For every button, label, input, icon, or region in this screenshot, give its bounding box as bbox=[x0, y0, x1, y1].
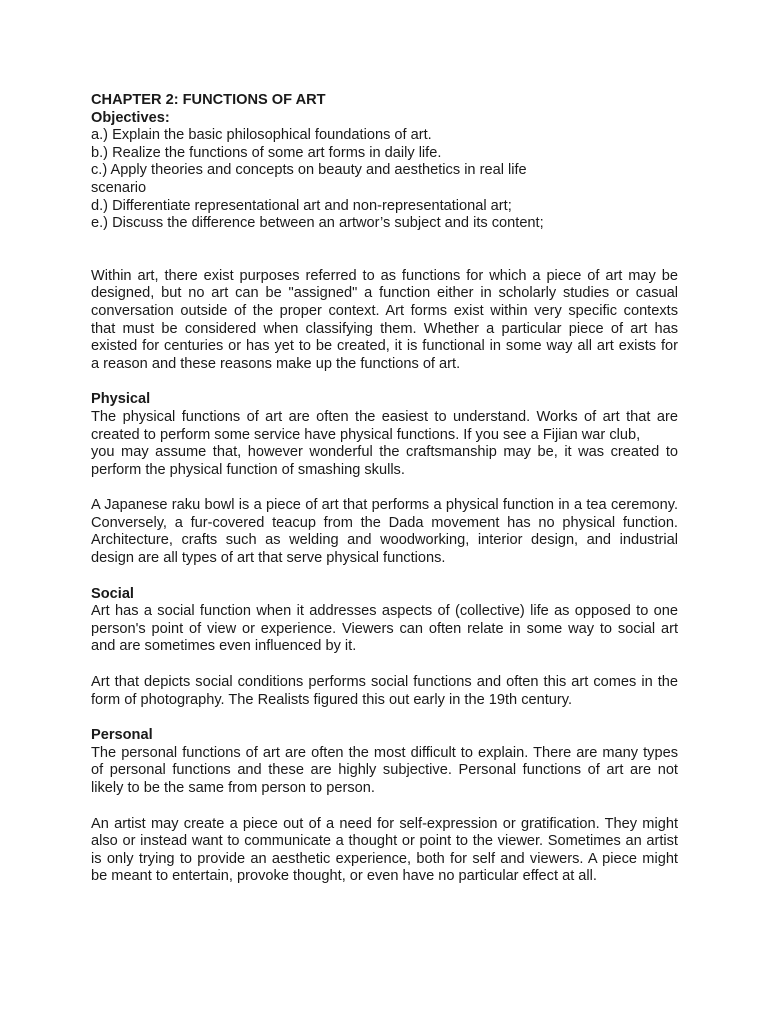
paragraph-line: that must be considered when classifying them. Whether a particular piece of art has bbox=[91, 320, 678, 337]
section-heading-social: Social bbox=[91, 585, 134, 602]
document-page bbox=[91, 92, 678, 886]
intro-paragraph bbox=[91, 268, 678, 374]
paragraph-line: you may assume that, however wonderful the craftsmanship may be, it was created to bbox=[91, 444, 678, 461]
paragraph-line: existed for centuries or has yet to be created, it is functional in some way all art exists for bbox=[91, 338, 678, 355]
paragraph-line: Conversely, a fur-covered teacup from the Dada movement has no physical function. bbox=[91, 514, 678, 531]
paragraph-line: perform the physical function of smashing skulls. bbox=[91, 461, 405, 478]
physical-paragraph-1 bbox=[91, 409, 678, 479]
paragraph-line: Art that depicts social conditions performs social functions and often this art comes in the bbox=[91, 674, 678, 691]
social-paragraph-1 bbox=[91, 603, 678, 656]
paragraph-line: Art has a social function when it addresses aspects of (collective) life as opposed to one bbox=[91, 603, 678, 620]
personal-paragraph-2 bbox=[91, 816, 678, 886]
section-heading-personal: Personal bbox=[91, 727, 153, 744]
objective-item: a.) Explain the basic philosophical foundations of art. bbox=[91, 127, 432, 144]
paragraph-line: form of photography. The Realists figured this out early in the 19th century. bbox=[91, 691, 573, 708]
objective-item: e.) Discuss the difference between an artwor’s subject and its content; bbox=[91, 215, 544, 232]
paragraph-line: also or instead want to communicate a thought or point to the viewer. Sometimes an artist bbox=[91, 833, 678, 850]
objectives-heading: Objectives: bbox=[91, 109, 170, 126]
paragraph-line: The personal functions of art are often the most difficult to explain. There are many types bbox=[91, 744, 678, 761]
social-paragraph-2 bbox=[91, 674, 678, 709]
section-heading-physical: Physical bbox=[91, 391, 151, 408]
paragraph-line: created to perform some service have physical functions. If you see a Fijian war club, bbox=[91, 426, 641, 443]
objective-item: d.) Differentiate representational art and non-representational art; bbox=[91, 197, 512, 214]
paragraph-line: design are all types of art that serve physical functions. bbox=[91, 550, 446, 567]
paragraph-line: conversation outside of the proper context. Art forms exist within very specific contexts bbox=[91, 302, 678, 319]
paragraph-line: is only trying to provide an aesthetic experience, both for self and viewers. A piece might bbox=[91, 850, 678, 867]
chapter-title: CHAPTER 2: FUNCTIONS OF ART bbox=[91, 92, 326, 108]
objective-item: b.) Realize the functions of some art forms in daily life. bbox=[91, 144, 442, 161]
objective-item: scenario bbox=[91, 179, 147, 196]
paragraph-line: Within art, there exist purposes referred to as functions for which a piece of art may be bbox=[91, 267, 678, 284]
paragraph-line: be meant to entertain, provoke thought, or even have no particular effect at all. bbox=[91, 868, 597, 885]
paragraph-line: person's point of view or experience. Viewers can often relate in some way to social art bbox=[91, 620, 678, 637]
objectives-list bbox=[91, 127, 678, 233]
objective-item: c.) Apply theories and concepts on beauty and aesthetics in real life bbox=[91, 162, 527, 179]
paragraph-line: likely to be the same from person to person. bbox=[91, 780, 375, 796]
physical-paragraph-2 bbox=[91, 497, 678, 567]
paragraph-line: An artist may create a piece out of a need for self-expression or gratification. They might bbox=[91, 815, 678, 832]
paragraph-line: of personal functions and these are highly subjective. Personal functions of art are not bbox=[91, 762, 678, 779]
personal-paragraph-1 bbox=[91, 745, 678, 798]
paragraph-line: and are sometimes even influenced by it. bbox=[91, 638, 357, 655]
paragraph-line: a reason and these reasons make up the functions of art. bbox=[91, 355, 461, 372]
paragraph-line: The physical functions of art are often the easiest to understand. Works of art that are bbox=[91, 408, 678, 425]
paragraph-line: Architecture, crafts such as welding and woodworking, interior design, and industrial bbox=[91, 532, 678, 549]
paragraph-line: A Japanese raku bowl is a piece of art that performs a physical function in a tea ceremony. bbox=[91, 497, 678, 514]
paragraph-line: designed, but no art can be "assigned" a function either in scholarly studies or casual bbox=[91, 285, 678, 302]
